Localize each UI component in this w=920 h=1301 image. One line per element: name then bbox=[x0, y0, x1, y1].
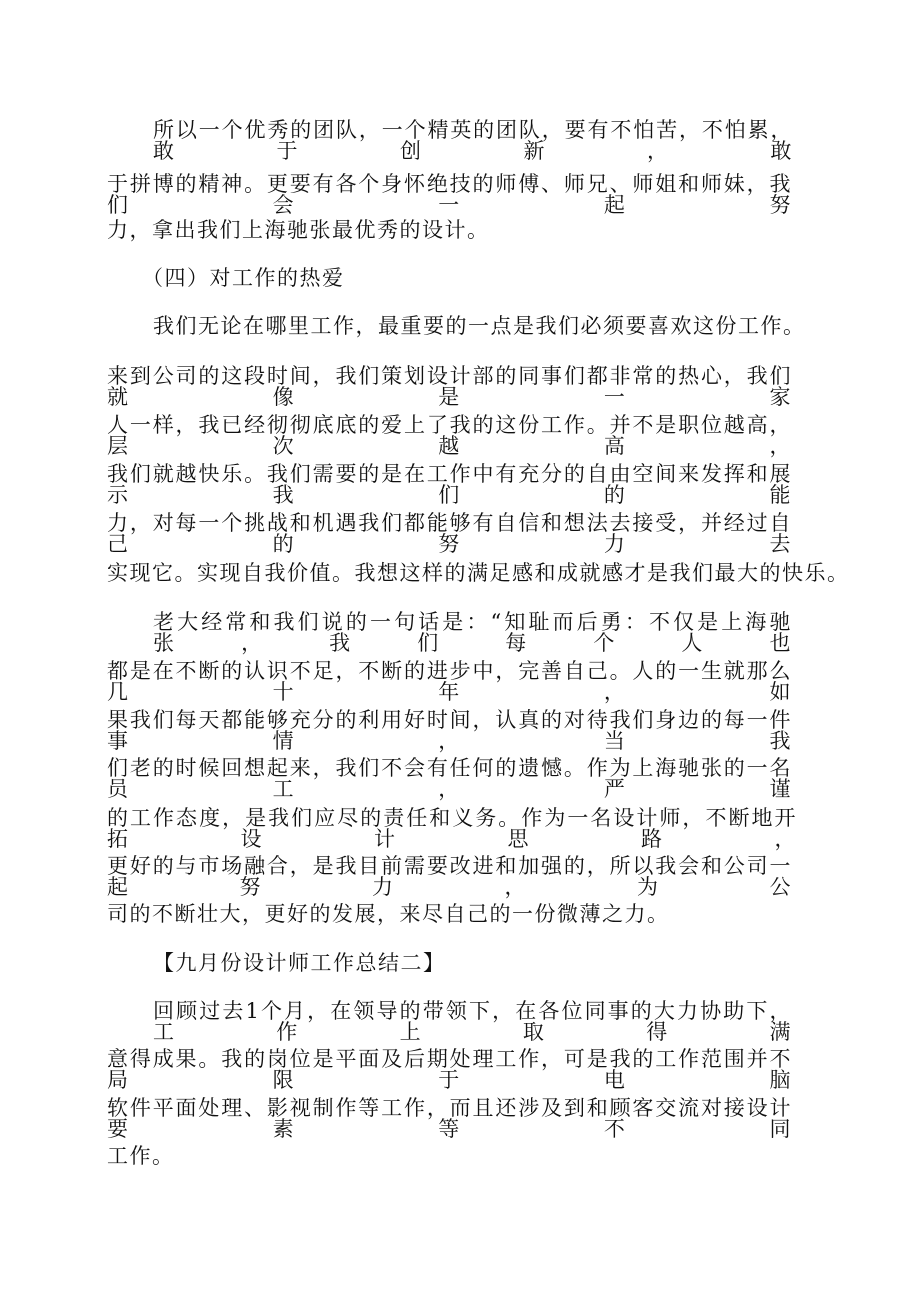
paragraph-line: 的工作态度，是我们应尽的责任和义务。作为一名设计师，不断地开拓设计思路， bbox=[107, 806, 797, 851]
paragraph-line: 都是在不断的认识不足，不断的进步中，完善自己。人的一生就那么几十年，如 bbox=[107, 659, 792, 704]
paragraph-line: 我们就越快乐。我们需要的是在工作中有充分的自由空间来发挥和展示我们的能 bbox=[107, 462, 792, 507]
paragraph-line: 更好的与市场融合，是我目前需要改进和加强的，所以我会和公司一起努力，为公 bbox=[107, 854, 792, 899]
paragraph-line: 司的不断壮大，更好的发展，来尽自己的一份微薄之力。 bbox=[107, 902, 670, 926]
paragraph-line: 来到公司的这段时间，我们策划设计部的同事们都非常的热心，我们就像是一家 bbox=[107, 364, 792, 409]
paragraph-line: 所以一个优秀的团队，一个精英的团队，要有不怕苦，不怕累，敢于创新，敢 bbox=[153, 118, 793, 163]
section-heading: 【九月份设计师工作总结二】 bbox=[153, 951, 446, 975]
paragraph-line: 们老的时候回想起来，我们不会有任何的遗憾。作为上海驰张的一名员工，严谨 bbox=[107, 756, 792, 801]
paragraph-line: 人一样，我已经彻彻底底的爱上了我的这份工作。并不是职位越高，层次越高， bbox=[107, 413, 792, 458]
paragraph-line: 老大经常和我们说的一句话是：“知耻而后勇：不仅是上海驰张，我们每个人也 bbox=[153, 610, 792, 655]
paragraph-line: 于拼博的精神。更要有各个身怀绝技的师傅、师兄、师姐和师妹，我们会一起努 bbox=[107, 172, 792, 217]
paragraph-line: 果我们每天都能够充分的利用好时间，认真的对待我们身边的每一件事情，当我 bbox=[107, 708, 792, 753]
paragraph-line: 回顾过去1个月，在领导的带领下，在各位同事的大力协助下，工作上取得满 bbox=[153, 999, 792, 1044]
section-heading: （四）对工作的热爱 bbox=[142, 266, 345, 290]
paragraph-line: 工作。 bbox=[107, 1144, 175, 1168]
paragraph-line: 力，对每一个挑战和机遇我们都能够有自信和想法去接受，并经过自己的努力去 bbox=[107, 511, 792, 556]
paragraph-line: 我们无论在哪里工作，最重要的一点是我们必须要喜欢这份工作。 bbox=[153, 314, 806, 338]
paragraph-line: 意得成果。我的岗位是平面及后期处理工作，可是我的工作范围并不局限于电脑 bbox=[107, 1047, 792, 1092]
paragraph-line: 实现它。实现自我价值。我想这样的满足感和成就感才是我们最大的快乐。 bbox=[107, 561, 850, 585]
paragraph-line: 软件平面处理、影视制作等工作，而且还涉及到和顾客交流对接设计要素等不同 bbox=[107, 1096, 792, 1141]
paragraph-line: 力，拿出我们上海驰张最优秀的设计。 bbox=[107, 218, 490, 242]
